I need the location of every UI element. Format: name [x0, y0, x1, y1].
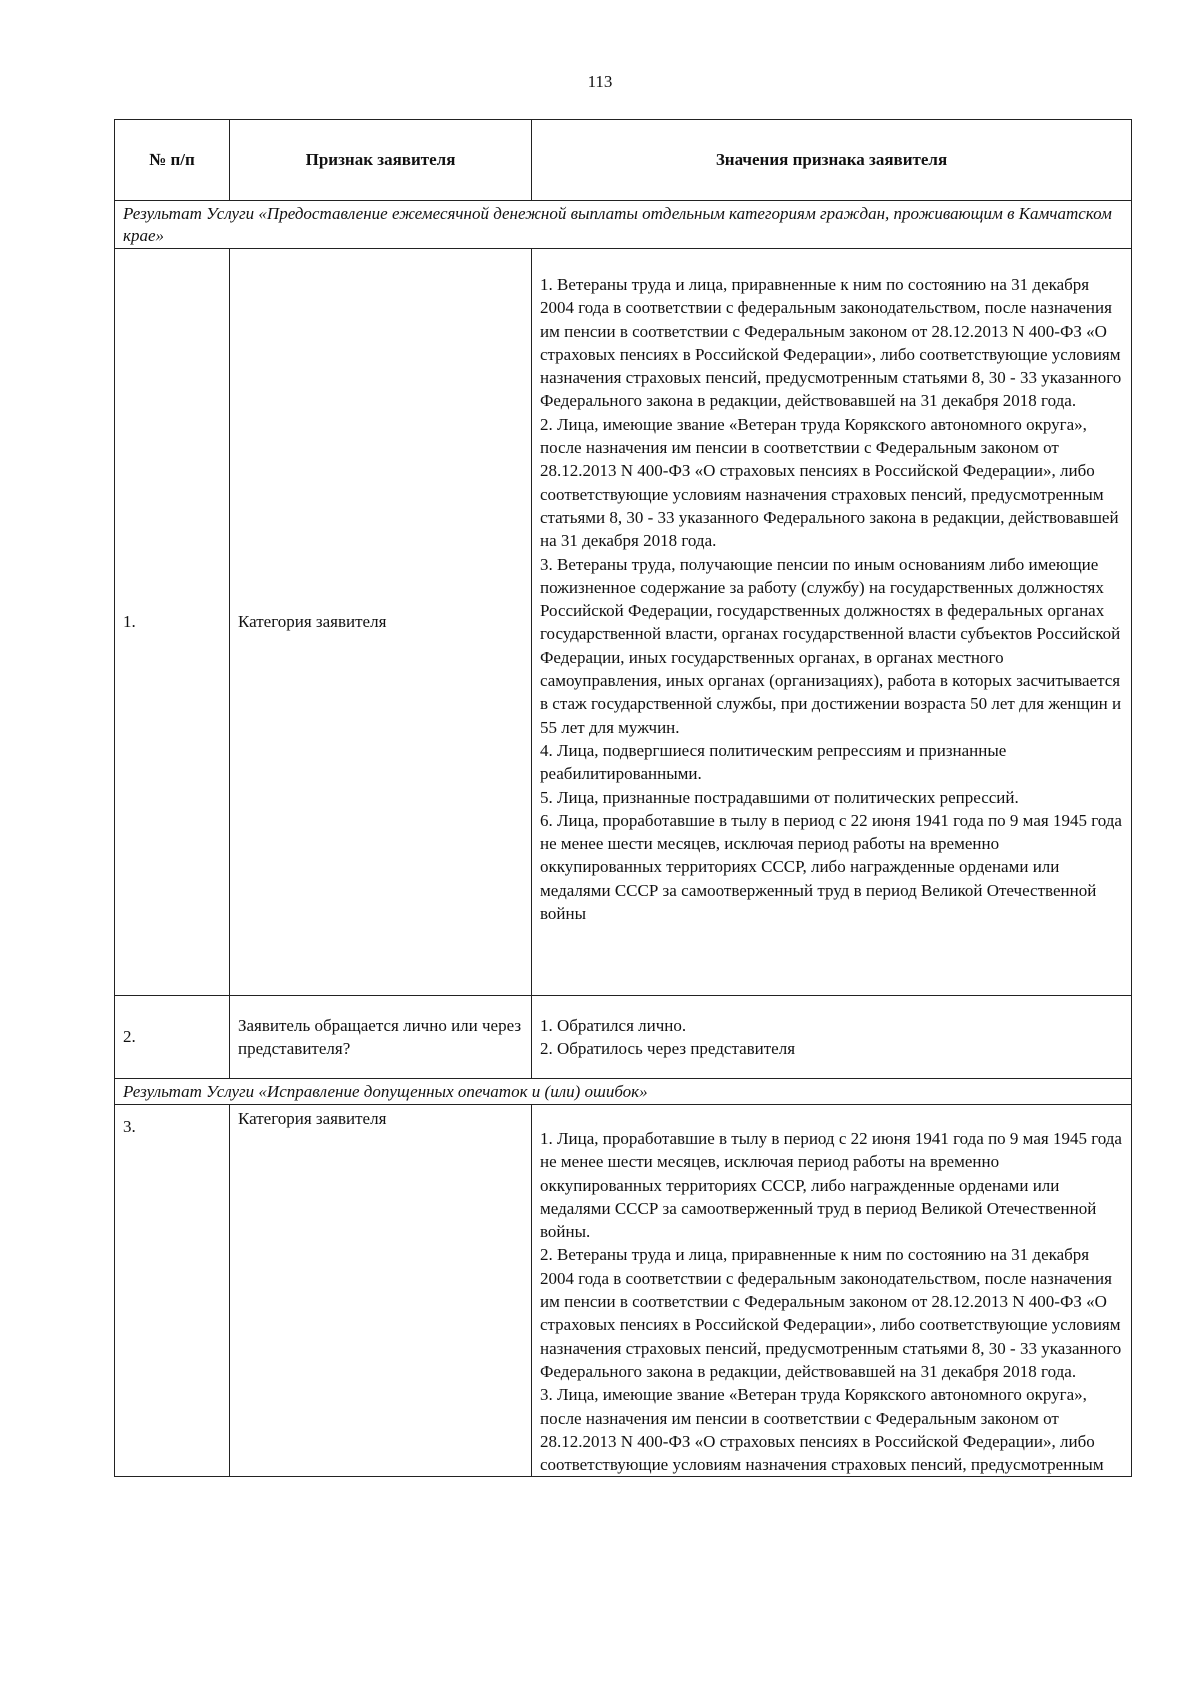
header-sign: Признак заявителя — [230, 120, 532, 201]
row-number: 3. — [115, 1105, 230, 1477]
applicant-criteria-table — [114, 119, 1132, 1477]
list-item: 1. Лица, проработавшие в тылу в период с 22 июня 1941 года по 9 мая 1945 года не менее шести месяцев, исключая период работы на временно оккупированных территориях СССР, либо награжденные орденами или медалями СССР за самоотверженный труд в период Великой Отечественной войны. — [540, 1129, 1122, 1242]
list-item: 3. Ветераны труда, получающие пенсии по иным основаниям либо имеющие пожизненное содержание за работу (службу) на государственных должностях Российской Федерации, государственных должностях в федеральных органах государственной власти, органах государственной власти субъектов Российской Федерации, иных государственных органах, в органах местного самоуправления, иных органах (организациях), работа в которых засчитывается в стаж государственной службы, при достижении возраста 50 лет для женщин и 55 лет для мужчин. — [540, 554, 1122, 737]
row-sign: Заявитель обращается лично или через представителя? — [230, 996, 532, 1079]
table-row — [115, 996, 1132, 1079]
row-sign: Категория заявителя — [230, 1105, 532, 1477]
row-values — [532, 1105, 1132, 1477]
header-num: № п/п — [115, 120, 230, 201]
list-item: 1. Обратился лично. — [540, 1015, 687, 1035]
table-header — [115, 120, 1132, 201]
list-item: 1. Ветераны труда и лица, приравненные к ним по состоянию на 31 декабря 2004 года в соответствии с федеральным законодательством, после назначения им пенсии в соответствии с Федеральным законом от 28.12.2013 N 400-ФЗ «О страховых пенсиях в Российской Федерации», либо соответствующие условиям назначения страховых пенсий, предусмотренным статьями 8, 30 - 33 указанного Федерального закона в редакции, действовавшей на 31 декабря 2018 года. — [540, 275, 1122, 411]
list-item: 4. Лица, подвергшиеся политическим репрессиям и признанные реабилитированными. — [540, 740, 1007, 784]
row-sign: Категория заявителя — [230, 249, 532, 996]
list-item: 3. Лица, имеющие звание «Ветеран труда Корякского автономного округа», после назначения им пенсии в соответствии с Федеральным законом от 28.12.2013 N 400-ФЗ «О страховых пенсиях в Российской Федерации», либо соответствующие условиям назначения страховых пенсий, предусмотренным — [540, 1385, 1104, 1475]
row-number: 2. — [115, 996, 230, 1079]
list-item: 2. Лица, имеющие звание «Ветеран труда Корякского автономного округа», после назначения им пенсии в соответствии с Федеральным законом от 28.12.2013 N 400-ФЗ «О страховых пенсиях в Российской Федерации», либо соответствующие условиям назначения страховых пенсий, предусмотренным статьями 8, 30 - 33 указанного Федерального закона в редакции, действовавшей на 31 декабря 2018 года. — [540, 414, 1119, 551]
list-item: 5. Лица, признанные пострадавшими от политических репрессий. — [540, 787, 1019, 807]
row-values — [532, 996, 1132, 1079]
list-item: 2. Ветераны труда и лица, приравненные к ним по состоянию на 31 декабря 2004 года в соответствии с федеральным законодательством, после назначения им пенсии в соответствии с Федеральным законом от 28.12.2013 N 400-ФЗ «О страховых пенсиях в Российской Федерации», либо соответствующие условиям назначения страховых пенсий, предусмотренным статьями 8, 30 - 33 указанного Федерального закона в редакции, действовавшей на 31 декабря 2018 года. — [540, 1245, 1122, 1381]
row-values — [532, 249, 1132, 996]
header-values: Значения признака заявителя — [532, 120, 1132, 201]
list-item: 6. Лица, проработавшие в тылу в период с 22 июня 1941 года по 9 мая 1945 года не менее шести месяцев, исключая период работы на временно оккупированных территориях СССР, либо награжденные орденами или медалями СССР за самоотверженный труд в период Великой Отечественной войны — [540, 810, 1122, 924]
table-body — [115, 201, 1132, 1477]
table-row — [115, 249, 1132, 996]
header-row — [115, 120, 1132, 201]
page-number: 113 — [587, 72, 613, 91]
list-item: 2. Обратилось через представителя — [540, 1039, 796, 1058]
section-row — [115, 1079, 1132, 1105]
section-row — [115, 201, 1132, 249]
table-row — [115, 1105, 1132, 1477]
row-number: 1. — [115, 249, 230, 996]
section-title: Результат Услуги «Предоставление ежемесячной денежной выплаты отдельным категориям граждан, проживающим в Камчатском крае» — [115, 201, 1132, 249]
section-title: Результат Услуги «Исправление допущенных опечаток и (или) ошибок» — [115, 1079, 1132, 1105]
